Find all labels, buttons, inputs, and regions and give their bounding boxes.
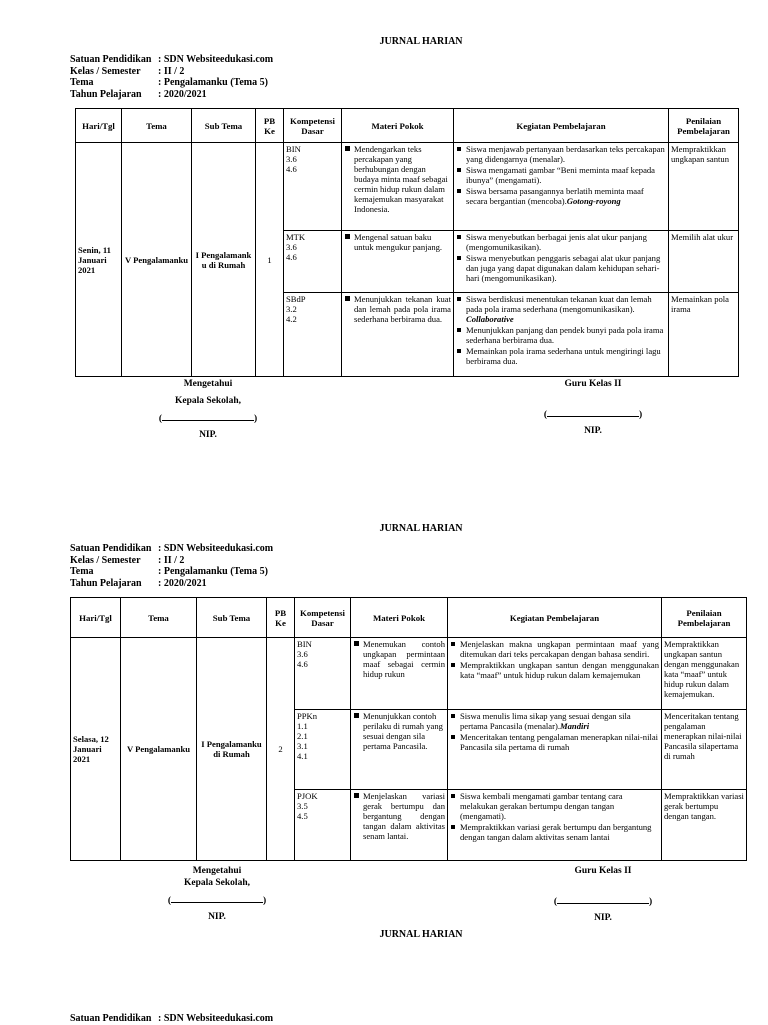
meta-label: Tema: [70, 77, 94, 88]
header-sub-tema: Sub Tema: [197, 598, 267, 638]
list-item: Memainkan pola irama sederhana untuk mengiringi lagu berbirama dua.: [456, 346, 666, 366]
kegiatan-cell: [454, 293, 669, 377]
header-hari-tgl: Hari/Tgl: [76, 109, 122, 143]
list-item: Siswa menyebutkan penggaris sebagai alat ukur panjang dan juga yang dapat digunakan dalam kehidupan sehari-hari (mengomunikasikan).: [456, 253, 666, 283]
penilaian-cell: Memainkan pola irama: [669, 293, 739, 377]
meta-value: : 2020/2021: [158, 577, 207, 589]
kd-cell: MTK 3.6 4.6: [284, 231, 342, 293]
kd-cell: PJOK 3.5 4.5: [295, 790, 351, 861]
tema-cell: V Pengalamanku: [121, 638, 197, 861]
meta-label: Tahun Pelajaran: [70, 577, 142, 589]
journal-2-title: JURNAL HARIAN: [379, 523, 463, 534]
list-item: Menjelaskan makna ungkapan permintaan maaf yang ditemukan dari teks percakapan dengan bahasa sendiri.: [450, 639, 659, 659]
materi-cell: [351, 710, 448, 790]
meta-value: : SDN Websiteedukasi.com: [158, 1013, 274, 1024]
header-materi-pokok: Materi Pokok: [351, 598, 448, 638]
kegiatan-cell: [448, 710, 662, 790]
meta-value: : Pengalamanku (Tema 5): [158, 77, 268, 88]
meta-label: Kelas / Semester: [70, 554, 141, 566]
meta-value: : 2020/2021: [158, 88, 207, 100]
journal-1-title: JURNAL HARIAN: [379, 36, 463, 47]
list-item: Siswa menulis lima sikap yang sesuai dengan sila pertama Pancasila (menalar).Mandiri: [450, 711, 659, 731]
penilaian-cell: Memilih alat ukur: [669, 231, 739, 293]
kegiatan-cell: [448, 790, 662, 861]
meta-label: Satuan Pendidikan: [70, 543, 152, 554]
journal-3-title: JURNAL HARIAN: [379, 929, 463, 940]
meta-value: : SDN Websiteedukasi.com: [158, 54, 274, 65]
materi-cell: [351, 790, 448, 861]
meta-value: : Pengalamanku (Tema 5): [158, 566, 268, 577]
meta-label: Tema: [70, 566, 94, 577]
list-item: Menunjukkan tekanan kuat dan lemah pada pola irama sederhana berbirama dua.: [344, 294, 451, 324]
header-penilaian: Penilaian Pembelajaran: [669, 109, 739, 143]
journal-3-meta: [70, 1013, 273, 1025]
pb-cell: 1: [256, 143, 284, 377]
header-penilaian: Penilaian Pembelajaran: [662, 598, 747, 638]
list-item: Siswa menjawab pertanyaan berdasarkan teks percakapan yang didengarnya (menalar).: [456, 144, 666, 164]
materi-cell: [342, 143, 454, 231]
subtema-cell: I Pengalamank u di Rumah: [192, 143, 256, 377]
list-item: Siswa menyebutkan berbagai jenis alat ukur panjang (mengomunikasikan).: [456, 232, 666, 252]
meta-value: : II / 2: [158, 554, 185, 566]
table-row: [76, 143, 739, 231]
meta-label: Kelas / Semester: [70, 65, 141, 77]
kegiatan-cell: [454, 231, 669, 293]
journal-1-meta: [70, 54, 273, 100]
list-item: Menunjukkan panjang dan pendek bunyi pada pola irama sederhana berbirama dua.: [456, 325, 666, 345]
kd-cell: BIN 3.6 4.6: [295, 638, 351, 710]
header-kompetensi-dasar: Kompetensi Dasar: [284, 109, 342, 143]
list-item: Siswa bersama pasangannya berlatih meminta maaf secara bergantian (mencoba).Gotong-royong: [456, 186, 666, 206]
penilaian-cell: Mempraktikkan ungkapan santun dengan menggunakan kata “maaf” untuk hidup rukun dalam kemajemukan.: [662, 638, 747, 710]
tema-cell: V Pengalamanku: [122, 143, 192, 377]
header-kegiatan: Kegiatan Pembelajaran: [448, 598, 662, 638]
list-item: Siswa mengamati gambar “Beni meminta maaf kepada ibunya” (mengamati).: [456, 165, 666, 185]
journal-1-sign-right: Guru Kelas II ( ) NIP.: [543, 379, 643, 436]
meta-value: : SDN Websiteedukasi.com: [158, 543, 274, 554]
pb-cell: 2: [267, 638, 295, 861]
header-tema: Tema: [121, 598, 197, 638]
list-item: Siswa kembali mengamati gambar tentang cara melakukan gerakan bertumpu dengan tangan (mengamati).: [450, 791, 659, 821]
list-item: Menjelaskan variasi gerak bertumpu dan bergantung dengan tangan dalam aktivitas senam lantai.: [353, 791, 445, 841]
kegiatan-cell: [448, 638, 662, 710]
list-item: Mengenal satuan baku untuk mengukur panjang.: [344, 232, 451, 252]
kegiatan-cell: [454, 143, 669, 231]
kd-cell: BIN 3.6 4.6: [284, 143, 342, 231]
meta-label: Tahun Pelajaran: [70, 88, 142, 100]
meta-label: Satuan Pendidikan: [70, 1013, 152, 1024]
penilaian-cell: Mempraktikkan ungkapan santun: [669, 143, 739, 231]
meta-value: : II / 2: [158, 65, 185, 77]
materi-cell: [342, 293, 454, 377]
header-tema: Tema: [122, 109, 192, 143]
list-item: Mempraktikkan ungkapan santun dengan menggunakan kata “maaf” untuk hidup rukun dalam kemajemukan: [450, 660, 659, 680]
header-hari-tgl: Hari/Tgl: [71, 598, 121, 638]
list-item: Menceritakan tentang pengalaman menerapkan nilai-nilai Pancasila sila pertama di rumah: [450, 732, 659, 752]
penilaian-cell: Mempraktikkan variasi gerak bertumpu dengan tangan.: [662, 790, 747, 861]
meta-label: Satuan Pendidikan: [70, 54, 152, 65]
table-row: [71, 638, 747, 710]
materi-cell: [342, 231, 454, 293]
header-materi-pokok: Materi Pokok: [342, 109, 454, 143]
header-kompetensi-dasar: Kompetensi Dasar: [295, 598, 351, 638]
journal-2-sign-left: Mengetahui Kepala Sekolah, ( ) NIP.: [167, 866, 267, 922]
list-item: Siswa berdiskusi menentukan tekanan kuat dan lemah pada pola irama sederhana (mengomunikasikan). Collaborative: [456, 294, 666, 324]
header-sub-tema: Sub Tema: [192, 109, 256, 143]
header-pb-ke: PB Ke: [267, 598, 295, 638]
day-cell: Selasa, 12 Januari 2021: [71, 638, 121, 861]
list-item: Menunjukkan contoh perilaku di rumah yang sesuai dengan sila pertama Pancasila.: [353, 711, 445, 751]
header-pb-ke: PB Ke: [256, 109, 284, 143]
day-cell: Senin, 11 Januari 2021: [76, 143, 122, 377]
kd-cell: PPKn 1.1 2.1 3.1 4.1: [295, 710, 351, 790]
kd-cell: SBdP 3.2 4.2: [284, 293, 342, 377]
list-item: Mendengarkan teks percakapan yang berhubungan dengan budaya minta maaf sebagai cermin hidup rukun dalam kemajemukan masyarakat Indonesia.: [344, 144, 451, 214]
materi-cell: [351, 638, 448, 710]
list-item: Menemukan contoh ungkapan permintaan maaf sebagai cermin hidup rukun: [353, 639, 445, 679]
list-item: Mempraktikkan variasi gerak bertumpu dan bergantung dengan tangan dalam aktivitas senam lantai: [450, 822, 659, 842]
journal-2-sign-right: Guru Kelas II ( ) NIP.: [553, 866, 653, 923]
journal-2-meta: [70, 543, 273, 589]
journal-1-sign-left: Mengetahui Kepala Sekolah, ( ) NIP.: [158, 379, 258, 440]
penilaian-cell: Menceritakan tentang pengalaman menerapkan nilai-nilai Pancasila silapertama di rumah: [662, 710, 747, 790]
journal-2-table: [70, 597, 747, 861]
header-kegiatan: Kegiatan Pembelajaran: [454, 109, 669, 143]
subtema-cell: I Pengalamanku di Rumah: [197, 638, 267, 861]
journal-1-table: [75, 108, 739, 377]
